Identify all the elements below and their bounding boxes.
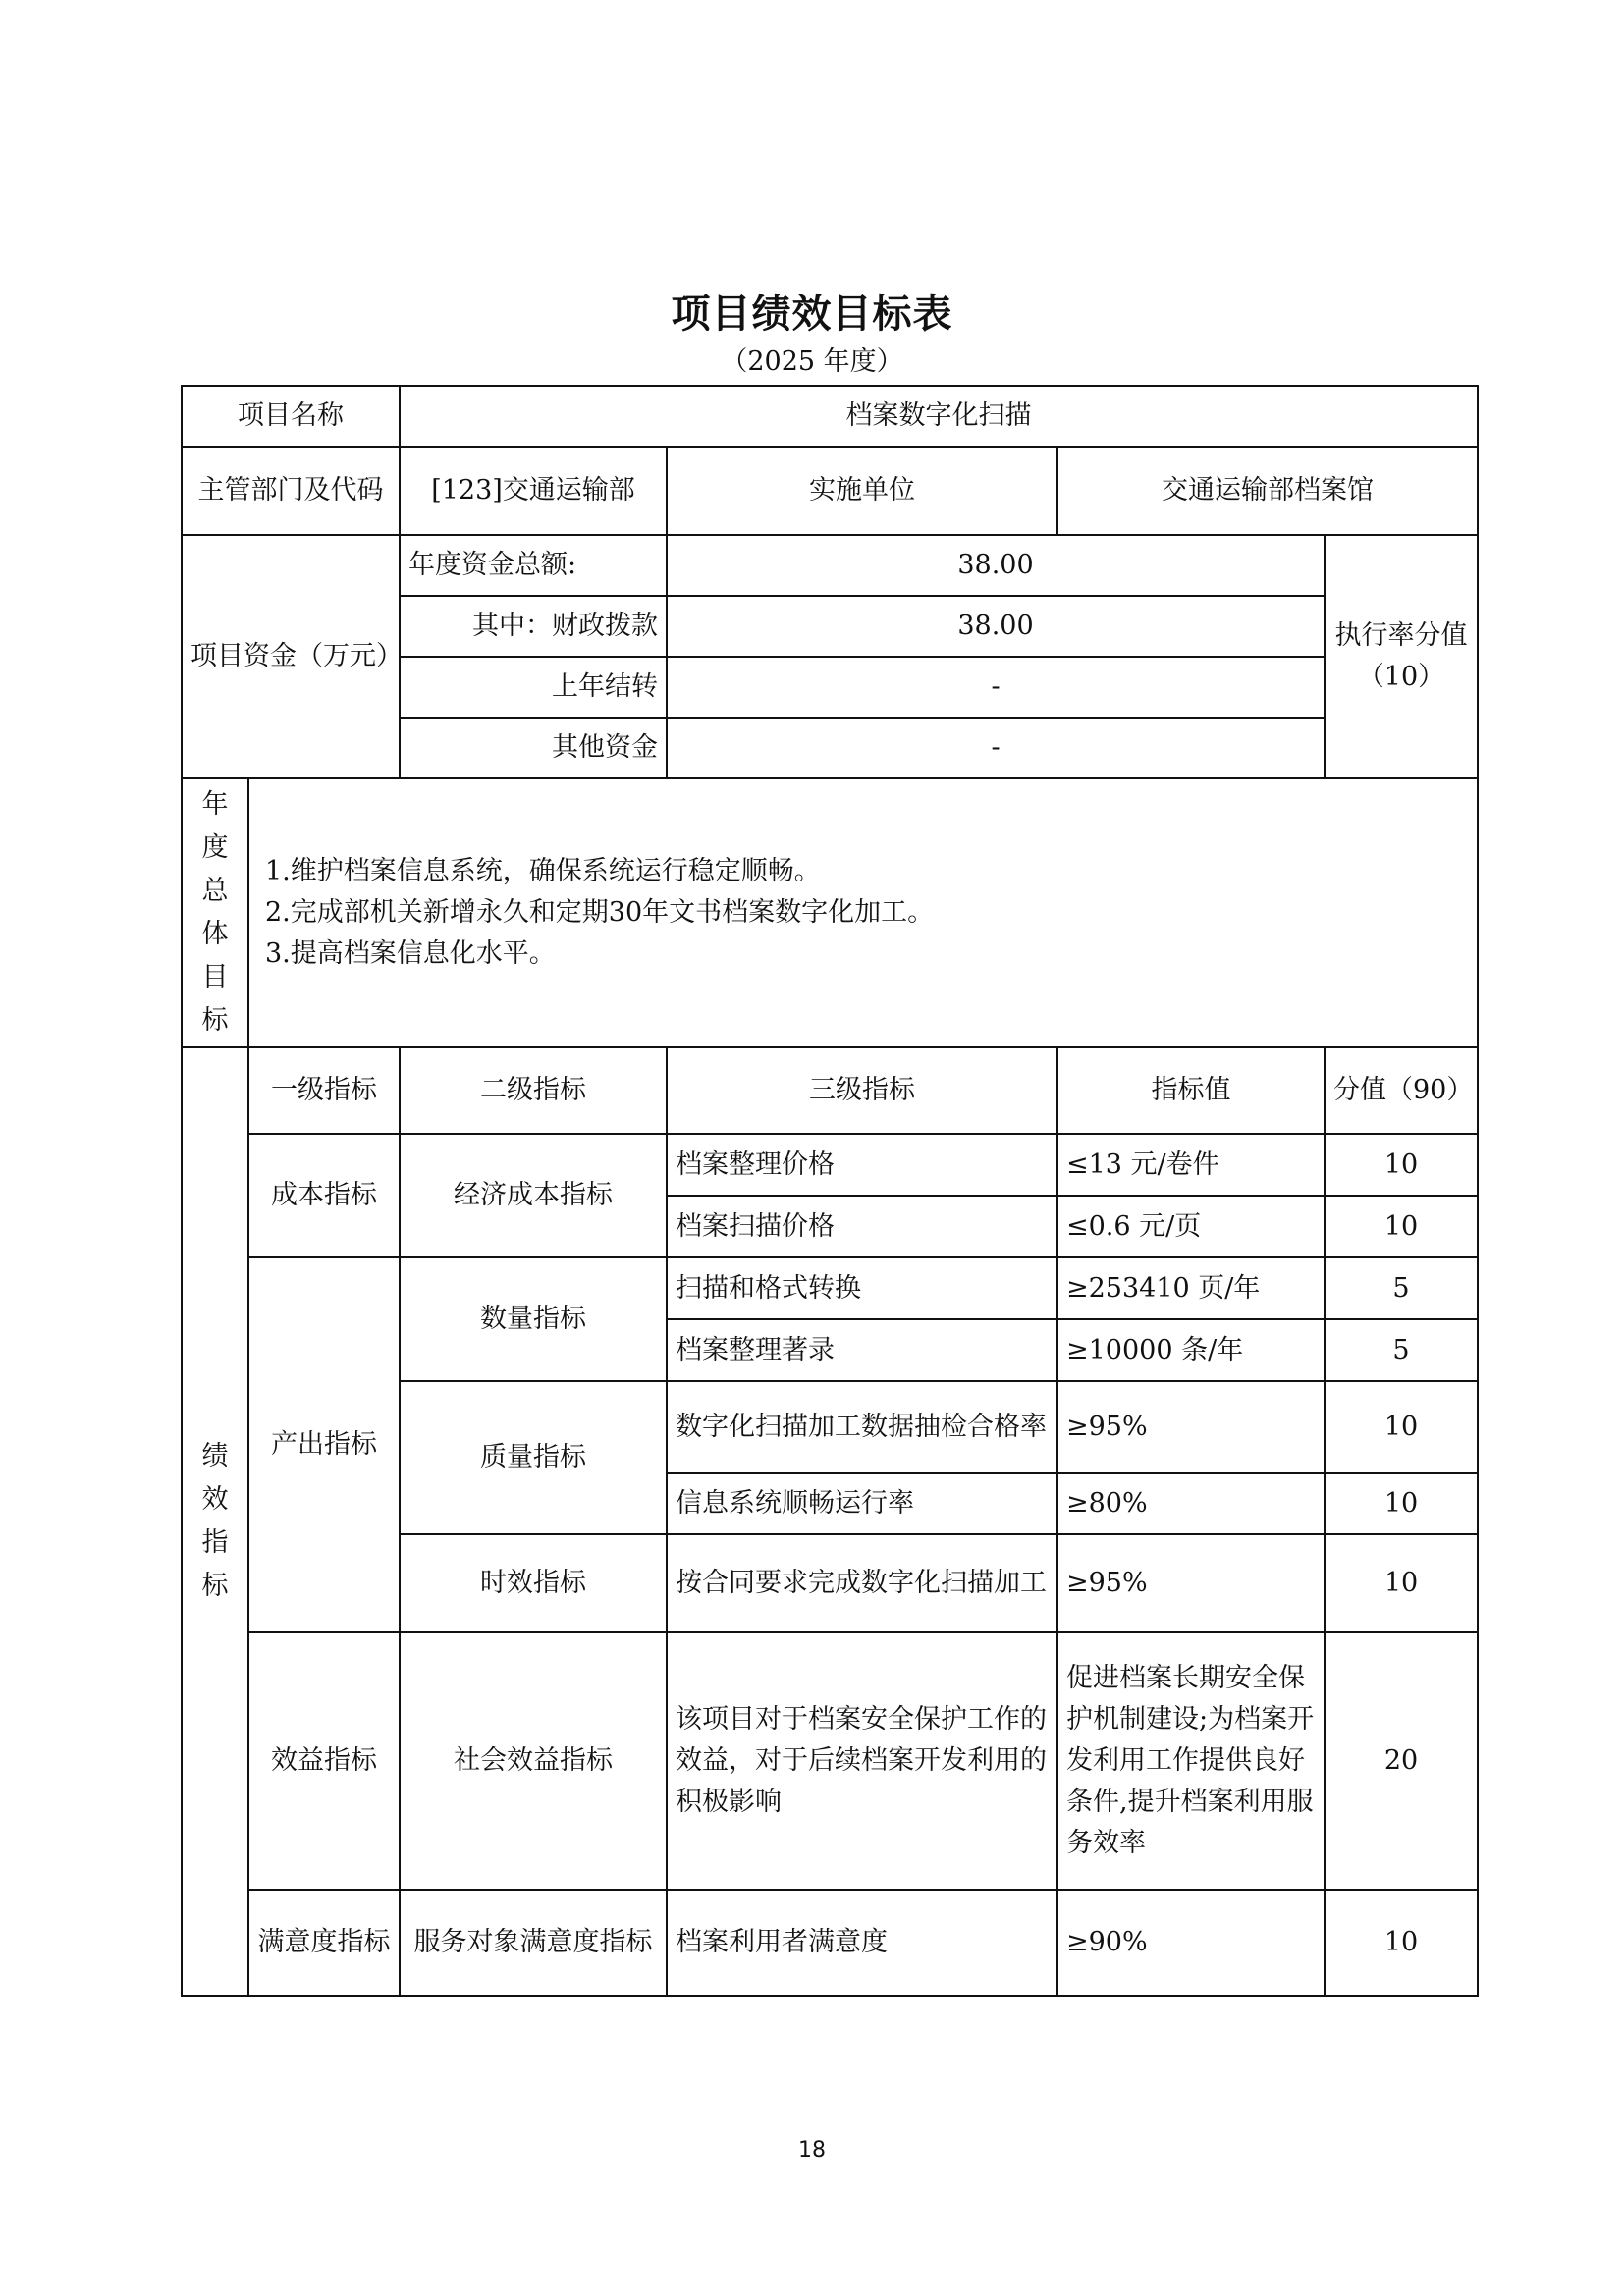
project-name-value: 档案数字化扫描	[400, 386, 1478, 447]
goal-item: 1.维护档案信息系统，确保系统运行稳定顺畅。	[265, 856, 821, 886]
indicators-label-text: 绩效指标	[201, 1441, 229, 1601]
funds-other-label: 其他资金	[400, 718, 667, 778]
table-row	[182, 1257, 1478, 1319]
impl-value: 交通运输部档案馆	[1057, 447, 1478, 535]
header-level2: 二级指标	[400, 1047, 667, 1134]
timeliness-l3: 按合同要求完成数字化扫描加工	[667, 1534, 1057, 1632]
page-subtitle: （2025 年度）	[721, 347, 903, 377]
page-number: 18	[798, 2138, 826, 2163]
impl-label: 实施单位	[667, 447, 1057, 535]
indicators-label	[182, 1047, 248, 1996]
funds-total-label: 年度资金总额:	[400, 535, 667, 596]
quality-value: ≥95%	[1057, 1381, 1325, 1473]
funds-fiscal-value: 38.00	[667, 596, 1325, 657]
satisfaction-l1: 满意度指标	[248, 1890, 400, 1996]
cost-score: 10	[1325, 1196, 1478, 1257]
header-value: 指标值	[1057, 1047, 1325, 1134]
dept-value: [123]交通运输部	[400, 447, 667, 535]
header-level1: 一级指标	[248, 1047, 400, 1134]
output-l1: 产出指标	[248, 1257, 400, 1632]
funds-other-value: -	[667, 718, 1325, 778]
satisfaction-l3: 档案利用者满意度	[667, 1890, 1057, 1996]
performance-goal-table	[181, 385, 1479, 1997]
timeliness-l2: 时效指标	[400, 1534, 667, 1632]
project-name-label: 项目名称	[182, 386, 400, 447]
goals-label-text: 年度总体目标	[201, 789, 229, 1036]
row-project-name	[182, 386, 1478, 447]
table-row	[182, 1632, 1478, 1890]
exec-rate-label: 执行率分值（10）	[1325, 535, 1478, 778]
quality-score: 10	[1325, 1381, 1478, 1473]
cost-l3: 档案整理价格	[667, 1134, 1057, 1196]
satisfaction-l2: 服务对象满意度指标	[400, 1890, 667, 1996]
cost-value: ≤0.6 元/页	[1057, 1196, 1325, 1257]
quantity-score: 5	[1325, 1319, 1478, 1381]
goals-content	[248, 778, 1478, 1047]
quality-score: 10	[1325, 1473, 1478, 1534]
benefit-l2: 社会效益指标	[400, 1632, 667, 1890]
goal-item: 2.完成部机关新增永久和定期30年文书档案数字化加工。	[265, 897, 935, 928]
quantity-score: 5	[1325, 1257, 1478, 1319]
goal-item: 3.提高档案信息化水平。	[265, 938, 556, 969]
row-department	[182, 447, 1478, 535]
quantity-l3: 档案整理著录	[667, 1319, 1057, 1381]
cost-score: 10	[1325, 1134, 1478, 1196]
benefit-l3: 该项目对于档案安全保护工作的效益，对于后续档案开发利用的积极影响	[667, 1632, 1057, 1890]
goals-label	[182, 778, 248, 1047]
satisfaction-score: 10	[1325, 1890, 1478, 1996]
row-funds-total	[182, 535, 1478, 596]
cost-l2: 经济成本指标	[400, 1134, 667, 1257]
quality-l3: 数字化扫描加工数据抽检合格率	[667, 1381, 1057, 1473]
quantity-value: ≥253410 页/年	[1057, 1257, 1325, 1319]
cost-value: ≤13 元/卷件	[1057, 1134, 1325, 1196]
dept-label: 主管部门及代码	[182, 447, 400, 535]
quantity-l3: 扫描和格式转换	[667, 1257, 1057, 1319]
funds-fiscal-label: 其中：财政拨款	[400, 596, 667, 657]
page-title: 项目绩效目标表	[671, 292, 953, 337]
table-row	[182, 1134, 1478, 1196]
benefit-value: 促进档案长期安全保护机制建设;为档案开发利用工作提供良好条件,提升档案利用服务效率	[1057, 1632, 1325, 1890]
row-indicator-headers	[182, 1047, 1478, 1134]
row-annual-goals	[182, 778, 1478, 1047]
funds-carry-value: -	[667, 657, 1325, 718]
timeliness-score: 10	[1325, 1534, 1478, 1632]
cost-l3: 档案扫描价格	[667, 1196, 1057, 1257]
quality-l3: 信息系统顺畅运行率	[667, 1473, 1057, 1534]
funds-label: 项目资金（万元）	[182, 535, 400, 778]
quantity-value: ≥10000 条/年	[1057, 1319, 1325, 1381]
cost-l1: 成本指标	[248, 1134, 400, 1257]
timeliness-value: ≥95%	[1057, 1534, 1325, 1632]
quantity-l2: 数量指标	[400, 1257, 667, 1381]
funds-total-value: 38.00	[667, 535, 1325, 596]
benefit-l1: 效益指标	[248, 1632, 400, 1890]
funds-carry-label: 上年结转	[400, 657, 667, 718]
table-row	[182, 1890, 1478, 1996]
quality-value: ≥80%	[1057, 1473, 1325, 1534]
header-score: 分值（90）	[1325, 1047, 1478, 1134]
satisfaction-value: ≥90%	[1057, 1890, 1325, 1996]
benefit-score: 20	[1325, 1632, 1478, 1890]
header-level3: 三级指标	[667, 1047, 1057, 1134]
quality-l2: 质量指标	[400, 1381, 667, 1534]
